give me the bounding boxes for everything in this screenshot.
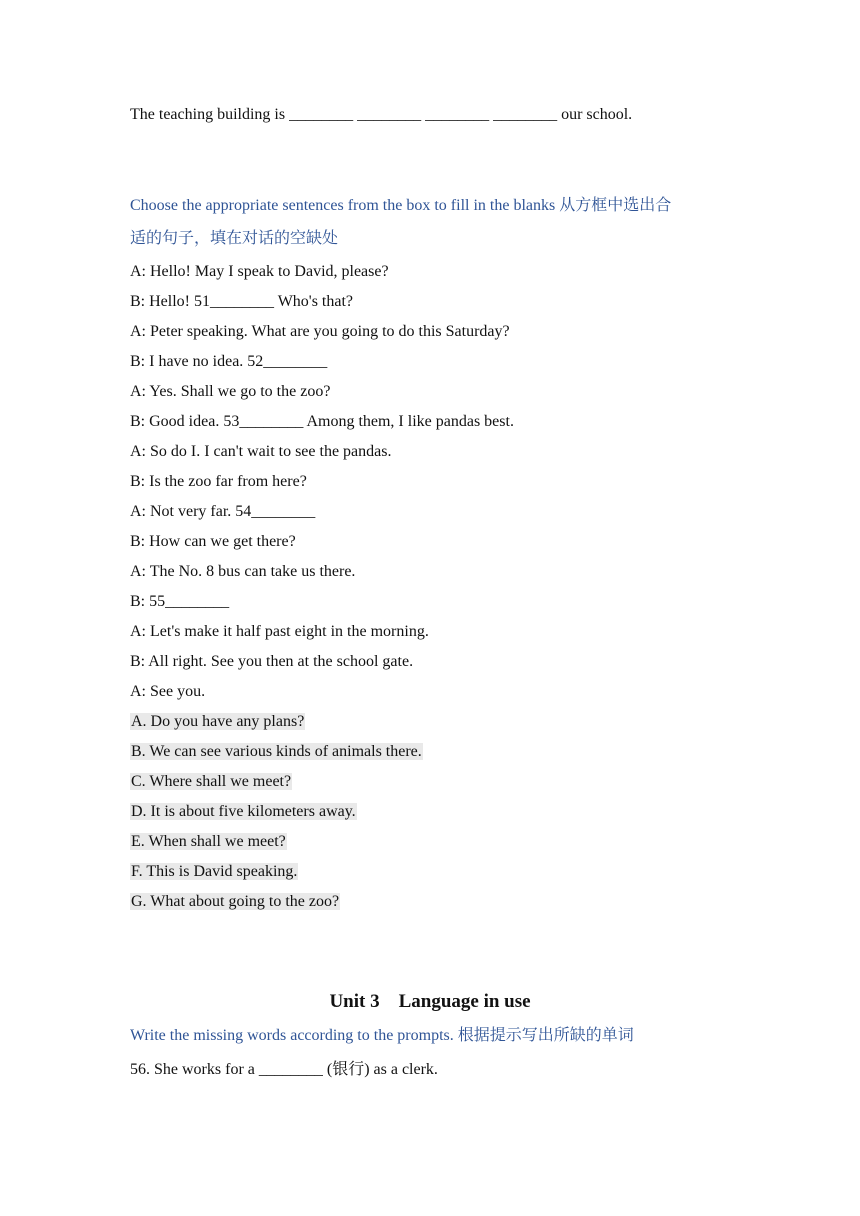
question-56: 56. She works for a ________ (银行) as a clerk. bbox=[130, 1061, 438, 1078]
dialogue-line: A: So do I. I can't wait to see the pandas. bbox=[130, 443, 392, 460]
dialogue-line: A: The No. 8 bus can take us there. bbox=[130, 563, 356, 580]
dialogue-line: A: Peter speaking. What are you going to do this Saturday? bbox=[130, 323, 510, 340]
dialogue-line: B: All right. See you then at the school gate. bbox=[130, 653, 414, 670]
unit-instruction: Write the missing words according to the prompts. 根据提示写出所缺的单词 bbox=[130, 1027, 634, 1044]
dialogue-line: A: Not very far. 54________ bbox=[130, 503, 316, 520]
dialogue-line: A: See you. bbox=[130, 683, 206, 700]
option-c: C. Where shall we meet? bbox=[131, 773, 292, 790]
dialogue-line: B: 55________ bbox=[130, 593, 230, 610]
dialogue-line: A: Let's make it half past eight in the morning. bbox=[130, 623, 429, 640]
option-d: D. It is about five kilometers away. bbox=[131, 803, 356, 820]
section-instruction-line-2: 适的句子，填在对话的空缺处 bbox=[130, 230, 339, 247]
option-f: F. This is David speaking. bbox=[131, 863, 298, 880]
dialogue-line: A: Hello! May I speak to David, please? bbox=[130, 263, 389, 280]
section-instruction-line-1: Choose the appropriate sentences from the box to fill in the blanks 从方框中选出合 bbox=[130, 197, 672, 214]
fill-in-sentence: The teaching building is ________ ________ ________ ________ our school. bbox=[130, 106, 633, 123]
dialogue-line: B: Is the zoo far from here? bbox=[130, 473, 307, 490]
option-a: A. Do you have any plans? bbox=[131, 713, 305, 730]
dialogue-line: B: I have no idea. 52________ bbox=[130, 353, 328, 370]
option-e: E. When shall we meet? bbox=[131, 833, 286, 850]
dialogue-line: A: Yes. Shall we go to the zoo? bbox=[130, 383, 331, 400]
option-b: B. We can see various kinds of animals there. bbox=[131, 743, 422, 760]
unit-heading: Unit 3 Language in use bbox=[329, 991, 531, 1012]
dialogue-line: B: How can we get there? bbox=[130, 533, 296, 550]
option-g: G. What about going to the zoo? bbox=[131, 893, 340, 910]
dialogue-line: B: Good idea. 53________ Among them, I like pandas best. bbox=[130, 413, 514, 430]
dialogue-line: B: Hello! 51________ Who's that? bbox=[130, 293, 354, 310]
